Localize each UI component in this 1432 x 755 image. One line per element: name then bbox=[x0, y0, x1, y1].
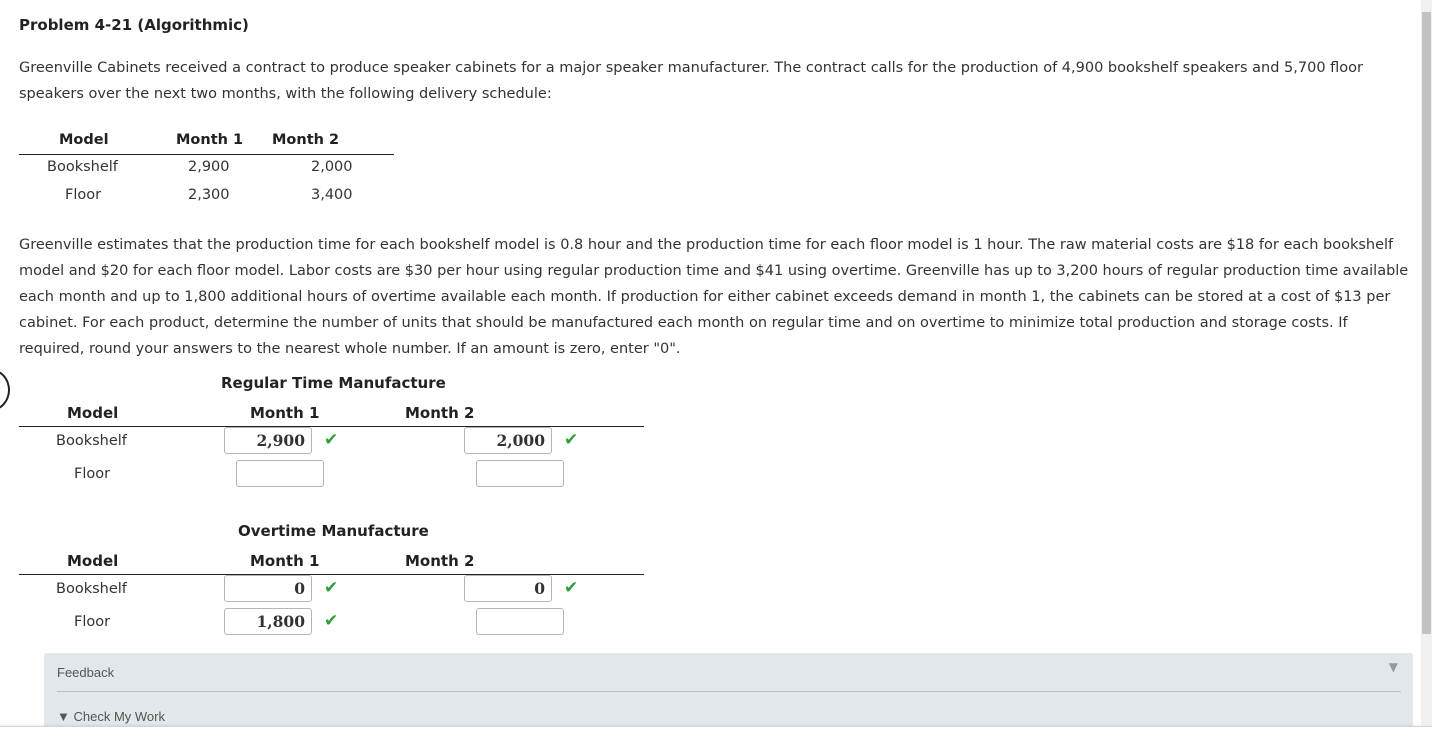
schedule-value: 2,300 bbox=[188, 187, 230, 203]
check-icon: ✔ bbox=[564, 578, 579, 598]
schedule-header-month1: Month 1 bbox=[176, 132, 244, 148]
regular-time-title: Regular Time Manufacture bbox=[221, 374, 446, 392]
overtime-bookshelf-month2-input[interactable] bbox=[464, 575, 552, 602]
regular-row-bookshelf-label: Bookshelf bbox=[56, 433, 127, 449]
regular-row-floor-label: Floor bbox=[74, 466, 111, 482]
regular-bookshelf-month1-input[interactable] bbox=[224, 427, 312, 454]
partial-circle-decoration bbox=[0, 369, 10, 411]
chevron-down-icon[interactable]: ▼ bbox=[1388, 660, 1398, 674]
schedule-value: 2,900 bbox=[188, 159, 230, 175]
schedule-row bbox=[19, 155, 394, 183]
check-icon: ✔ bbox=[324, 611, 339, 631]
check-icon: ✔ bbox=[564, 430, 579, 450]
overtime-row-floor-label: Floor bbox=[74, 614, 111, 630]
overtime-header-model: Model bbox=[67, 552, 119, 570]
overtime-header-month1: Month 1 bbox=[250, 552, 320, 570]
scrollbar-thumb[interactable] bbox=[1422, 12, 1431, 634]
schedule-model: Floor bbox=[65, 187, 102, 203]
regular-floor-month1-input[interactable] bbox=[236, 460, 324, 487]
check-icon: ✔ bbox=[324, 430, 339, 450]
regular-floor-month2-input[interactable] bbox=[476, 460, 564, 487]
feedback-label: Feedback bbox=[57, 665, 115, 680]
schedule-header-row bbox=[19, 128, 394, 155]
feedback-divider bbox=[57, 691, 1401, 692]
overtime-header-row bbox=[19, 548, 644, 575]
overtime-floor-month2-input[interactable] bbox=[476, 608, 564, 635]
bottom-toolbar bbox=[0, 726, 1432, 755]
overtime-row-bookshelf-label: Bookshelf bbox=[56, 581, 127, 597]
schedule-value: 3,400 bbox=[311, 187, 353, 203]
vertical-scrollbar[interactable] bbox=[1421, 0, 1432, 726]
schedule-value: 2,000 bbox=[311, 159, 353, 175]
schedule-header-model: Model bbox=[59, 132, 109, 148]
regular-bookshelf-month2-input[interactable] bbox=[464, 427, 552, 454]
regular-header-month2: Month 2 bbox=[405, 404, 475, 422]
overtime-title: Overtime Manufacture bbox=[238, 522, 429, 540]
regular-header-model: Model bbox=[67, 404, 119, 422]
delivery-schedule-table bbox=[19, 128, 394, 211]
problem-title: Problem 4-21 (Algorithmic) bbox=[19, 16, 249, 34]
schedule-row bbox=[19, 183, 394, 211]
overtime-floor-month1-input[interactable] bbox=[224, 608, 312, 635]
regular-header-row bbox=[19, 400, 644, 427]
regular-header-month1: Month 1 bbox=[250, 404, 320, 422]
schedule-header-month2: Month 2 bbox=[272, 132, 340, 148]
problem-intro: Greenville Cabinets received a contract to produce speaker cabinets for a major speaker manufacturer. The contract calls for the production of 4,900 bookshelf speakers and 5,700 floor speakers over the next two months, with the following delivery schedule: bbox=[19, 60, 1364, 102]
overtime-header-month2: Month 2 bbox=[405, 552, 475, 570]
check-my-work-toggle[interactable]: ▼ Check My Work bbox=[57, 709, 165, 724]
problem-details: Greenville estimates that the production time for each bookshelf model is 0.8 hour and the production time for each floor model is 1 hour. The raw material costs are $18 for each bookshelf model and $20 for each floor model. Labor costs are $30 per hour using regular production time and $41 using overtime. Greenville has up to 3,200 hours of regular production time available each month and up to 1,800 additional hours of overtime available each month. If production for either cabinet exceeds demand in month 1, the cabinets can be stored at a cost of $13 per cabinet. For each product, determine the number of units that should be manufactured each month on regular time and on overtime to minimize total production and storage costs. If required, round your answers to the nearest whole number. If an amount is zero, enter "0". bbox=[19, 237, 1409, 357]
overtime-bookshelf-month1-input[interactable] bbox=[224, 575, 312, 602]
schedule-model: Bookshelf bbox=[47, 159, 118, 175]
check-icon: ✔ bbox=[324, 578, 339, 598]
